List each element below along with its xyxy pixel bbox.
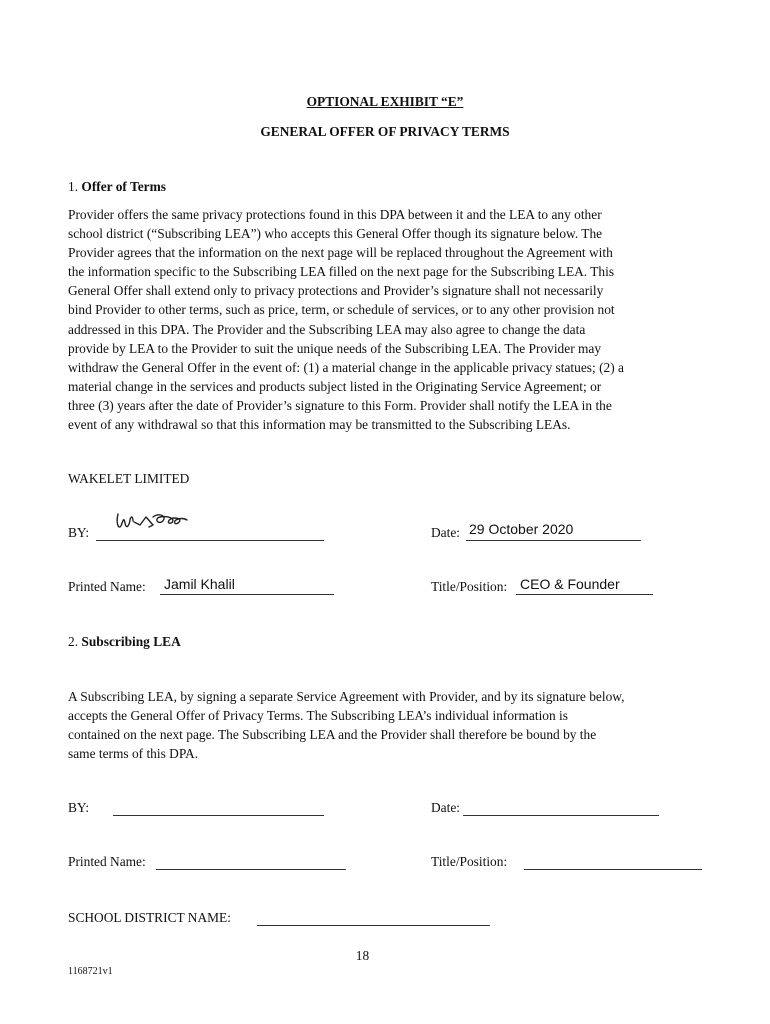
paragraph-line: General Offer shall extend only to privacy protections and Provider’s signature shall not necessarily	[68, 283, 604, 299]
provider-printed-name-value: Jamil Khalil	[164, 576, 235, 592]
section-title: Subscribing LEA	[81, 634, 181, 649]
paragraph-line: Provider offers the same privacy protections found in this DPA between it and the LEA to any other	[68, 207, 602, 222]
school-district-name-line[interactable]	[257, 925, 490, 926]
section-1-paragraph	[68, 205, 708, 434]
exhibit-title: OPTIONAL EXHIBIT “E”	[306, 94, 464, 109]
provider-company-name: WAKELET LIMITED	[68, 471, 190, 486]
paragraph-line: addressed in this DPA. The Provider and the Subscribing LEA may also agree to change the data	[68, 321, 586, 337]
paragraph-line: provide by LEA to the Provider to suit the unique needs of the Subscribing LEA. The Provider may	[68, 340, 602, 356]
lea-date-line[interactable]	[463, 815, 659, 816]
paragraph-line: material change in the services and products subject listed in the Originating Service Agreement; or	[68, 378, 602, 394]
provider-printed-name-label: Printed Name:	[68, 579, 146, 594]
paragraph-line: school district (“Subscribing LEA”) who accepts this General Offer though its signature below. The	[68, 226, 603, 242]
paragraph-line: bind Provider to other terms, such as price, term, or schedule of services, or to any other provision not	[68, 302, 615, 318]
school-district-name-label: SCHOOL DISTRICT NAME:	[68, 910, 231, 925]
lea-title-line[interactable]	[524, 869, 702, 870]
provider-printed-name-line[interactable]	[160, 594, 334, 595]
provider-title-line[interactable]	[516, 594, 653, 595]
lea-date-label: Date:	[431, 800, 460, 815]
section-2-paragraph	[68, 687, 708, 763]
provider-by-label: BY:	[68, 525, 90, 540]
paragraph-line: contained on the next page. The Subscribing LEA and the Provider shall therefore be bound by the	[68, 727, 597, 743]
lea-by-label: BY:	[68, 800, 90, 815]
provider-signature-image	[112, 508, 190, 536]
paragraph-line: withdraw the General Offer in the event of: (1) a material change in the applicable privacy statues; (2) a	[68, 359, 624, 375]
section-2-heading	[68, 634, 181, 650]
section-1-heading	[68, 179, 166, 195]
provider-date-line[interactable]	[466, 540, 641, 541]
section-title: Offer of Terms	[81, 179, 166, 194]
paragraph-line: three (3) years after the date of Provider’s signature to this Form. Provider shall notify the LEA in the	[68, 397, 612, 413]
section-number: 2.	[68, 634, 79, 649]
document-id: 1168721v1	[68, 966, 113, 977]
lea-signature-line[interactable]	[113, 815, 324, 816]
paragraph-line: event of any withdrawal so that this information may be transmitted to the Subscribing LEAs.	[68, 417, 571, 433]
lea-printed-name-line[interactable]	[156, 869, 346, 870]
document-subtitle: GENERAL OFFER OF PRIVACY TERMS	[260, 124, 510, 139]
page-number: 18	[355, 948, 370, 963]
paragraph-line: the information specific to the Subscribing LEA filled on the next page for the Subscribing LEA. This	[68, 264, 615, 280]
lea-title-label: Title/Position:	[431, 854, 508, 869]
paragraph-line: A Subscribing LEA, by signing a separate Service Agreement with Provider, and by its signature below,	[68, 689, 625, 704]
paragraph-line: Provider agrees that the information on the next page will be replaced throughout the Agreement with	[68, 245, 613, 261]
provider-date-value: 29 October 2020	[469, 521, 574, 537]
provider-date-label: Date:	[431, 525, 460, 540]
paragraph-line: accepts the General Offer of Privacy Terms. The Subscribing LEA’s individual information is	[68, 708, 568, 724]
provider-title-label: Title/Position:	[431, 579, 508, 594]
provider-title-value: CEO & Founder	[520, 576, 620, 592]
lea-printed-name-label: Printed Name:	[68, 854, 146, 869]
section-number: 1.	[68, 179, 79, 194]
provider-signature-line[interactable]	[96, 540, 324, 541]
paragraph-line: same terms of this DPA.	[68, 746, 199, 762]
